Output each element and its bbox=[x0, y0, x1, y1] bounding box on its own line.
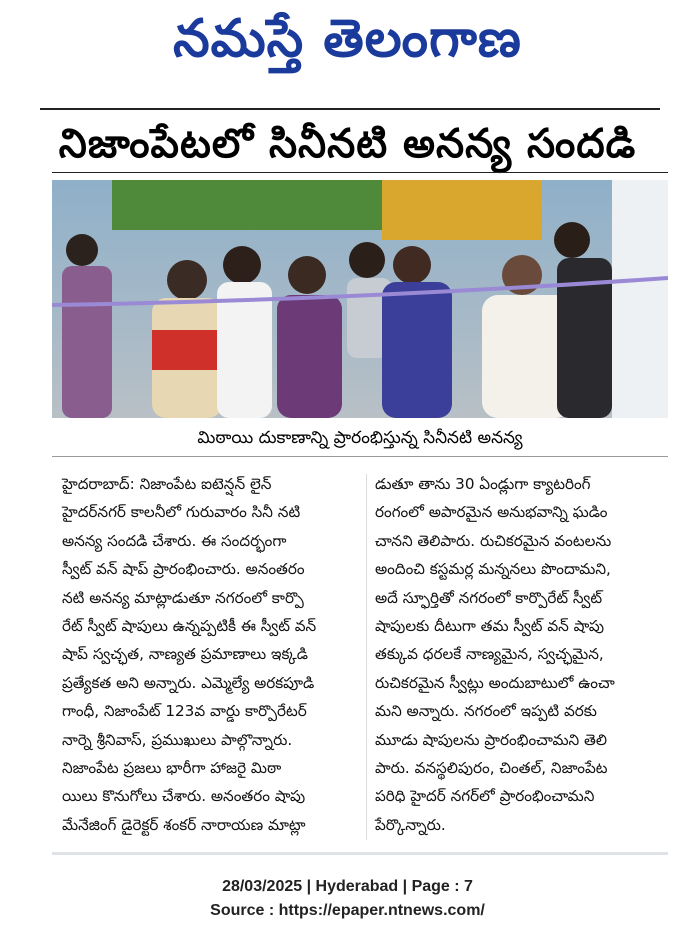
footer-source: Source : https://epaper.ntnews.com/ bbox=[210, 902, 485, 919]
article-bottom-border bbox=[52, 852, 668, 855]
article-line: చానని తెలిపారు. రుచికరమైన వంటలను bbox=[375, 531, 612, 550]
photo-ribbon-cutting-image bbox=[52, 180, 668, 418]
article-line: పరిధి హైదర్ నగర్‌లో ప్రారంభించామని bbox=[375, 787, 595, 806]
masthead bbox=[0, 0, 695, 112]
article-line: గాంధీ, నిజాంపేట్ 123వ వార్డు కార్పొరేటర్ bbox=[62, 702, 307, 721]
article-column-right bbox=[375, 470, 675, 839]
article-line: పేర్కొన్నారు. bbox=[375, 815, 446, 834]
article-headline: నిజాంపేటలో సినీనటి అనన్య సందడి bbox=[58, 121, 637, 167]
article-line: స్వీట్ వన్ షాప్ ప్రారంభించారు. అనంతరం bbox=[62, 560, 305, 579]
article-line: మని అన్నారు. నగరంలో ఇప్పటి వరకు bbox=[375, 702, 597, 721]
article-line: ప్రత్యేకత అని అన్నారు. ఎమ్మెల్యే అరకపూడి bbox=[62, 673, 315, 692]
article-line: హైదర్‌నగర్ కాలనీలో గురువారం సినీ నటి bbox=[62, 503, 301, 522]
article-line: షాప్ స్వచ్ఛత, నాణ్యత ప్రమాణాలు ఇక్కడి bbox=[62, 645, 308, 664]
article-line: షాపులకు దీటుగా తమ స్వీట్ వన్ షాపు bbox=[375, 617, 604, 636]
article-line: రుచికరమైన స్వీట్లు అందుబాటులో ఉంచా bbox=[375, 673, 615, 692]
article-line: అదే స్ఫూర్తితో నగరంలో కార్పొరేట్ స్వీట్ bbox=[375, 588, 603, 607]
article-line: మేనేజింగ్ డైరెక్టర్ శంకర్ నారాయణ మాట్లా bbox=[62, 815, 306, 834]
article-line: నటి అనన్య మాట్లాడుతూ నగరంలో కార్పొ bbox=[62, 588, 304, 607]
article-line: మూడు షాపులను ప్రారంభించామని తెలి bbox=[375, 730, 607, 749]
article-line: యిలు కొనుగోలు చేశారు. అనంతరం షాపు bbox=[62, 787, 306, 806]
masthead-divider bbox=[40, 108, 660, 110]
article-column-left bbox=[62, 470, 364, 839]
article-line: అందించి కస్టమర్ల మన్ననలు పొందామని, bbox=[375, 560, 611, 579]
article-line: నార్నె శ్రీనివాస్, ప్రముఖులు పాల్గొన్నారు. bbox=[62, 730, 293, 749]
footer-dateline: 28/03/2025 | Hyderabad | Page : 7 bbox=[222, 878, 473, 895]
article-line: అనన్య సందడి చేశారు. ఈ సందర్భంగా bbox=[62, 531, 287, 550]
article-line: నిజాంపేట ప్రజలు భారీగా హాజరై మిఠా bbox=[62, 759, 282, 778]
article-line: పారు. వనస్థలిపురం, చింతల్, నిజాంపేట bbox=[375, 759, 608, 778]
article-line: రేట్ స్వీట్ షాపులు ఉన్నప్పటికీ ఈ స్వీట్ వన్ bbox=[62, 617, 317, 636]
newspaper-title: నమస్తే తెలంగాణ bbox=[173, 8, 522, 69]
photo-caption: మిఠాయి దుకాణాన్ని ప్రారంభిస్తున్న సినీనటి అనన్య bbox=[197, 428, 523, 448]
column-divider bbox=[366, 474, 367, 840]
article-line: తక్కువ ధరలకే నాణ్యమైన, స్వచ్ఛమైన, bbox=[375, 645, 604, 664]
article-line: డుతూ తాను 30 ఏండ్లుగా క్యాటరింగ్ bbox=[375, 475, 591, 493]
article-line: హైదరాబాద్: నిజాంపేట ఐటెన్షన్ లైన్ bbox=[62, 475, 272, 493]
headline-divider bbox=[52, 172, 668, 173]
caption-divider bbox=[52, 456, 668, 457]
article-line: రంగంలో అపారమైన అనుభవాన్ని ఘడిం bbox=[375, 503, 608, 522]
